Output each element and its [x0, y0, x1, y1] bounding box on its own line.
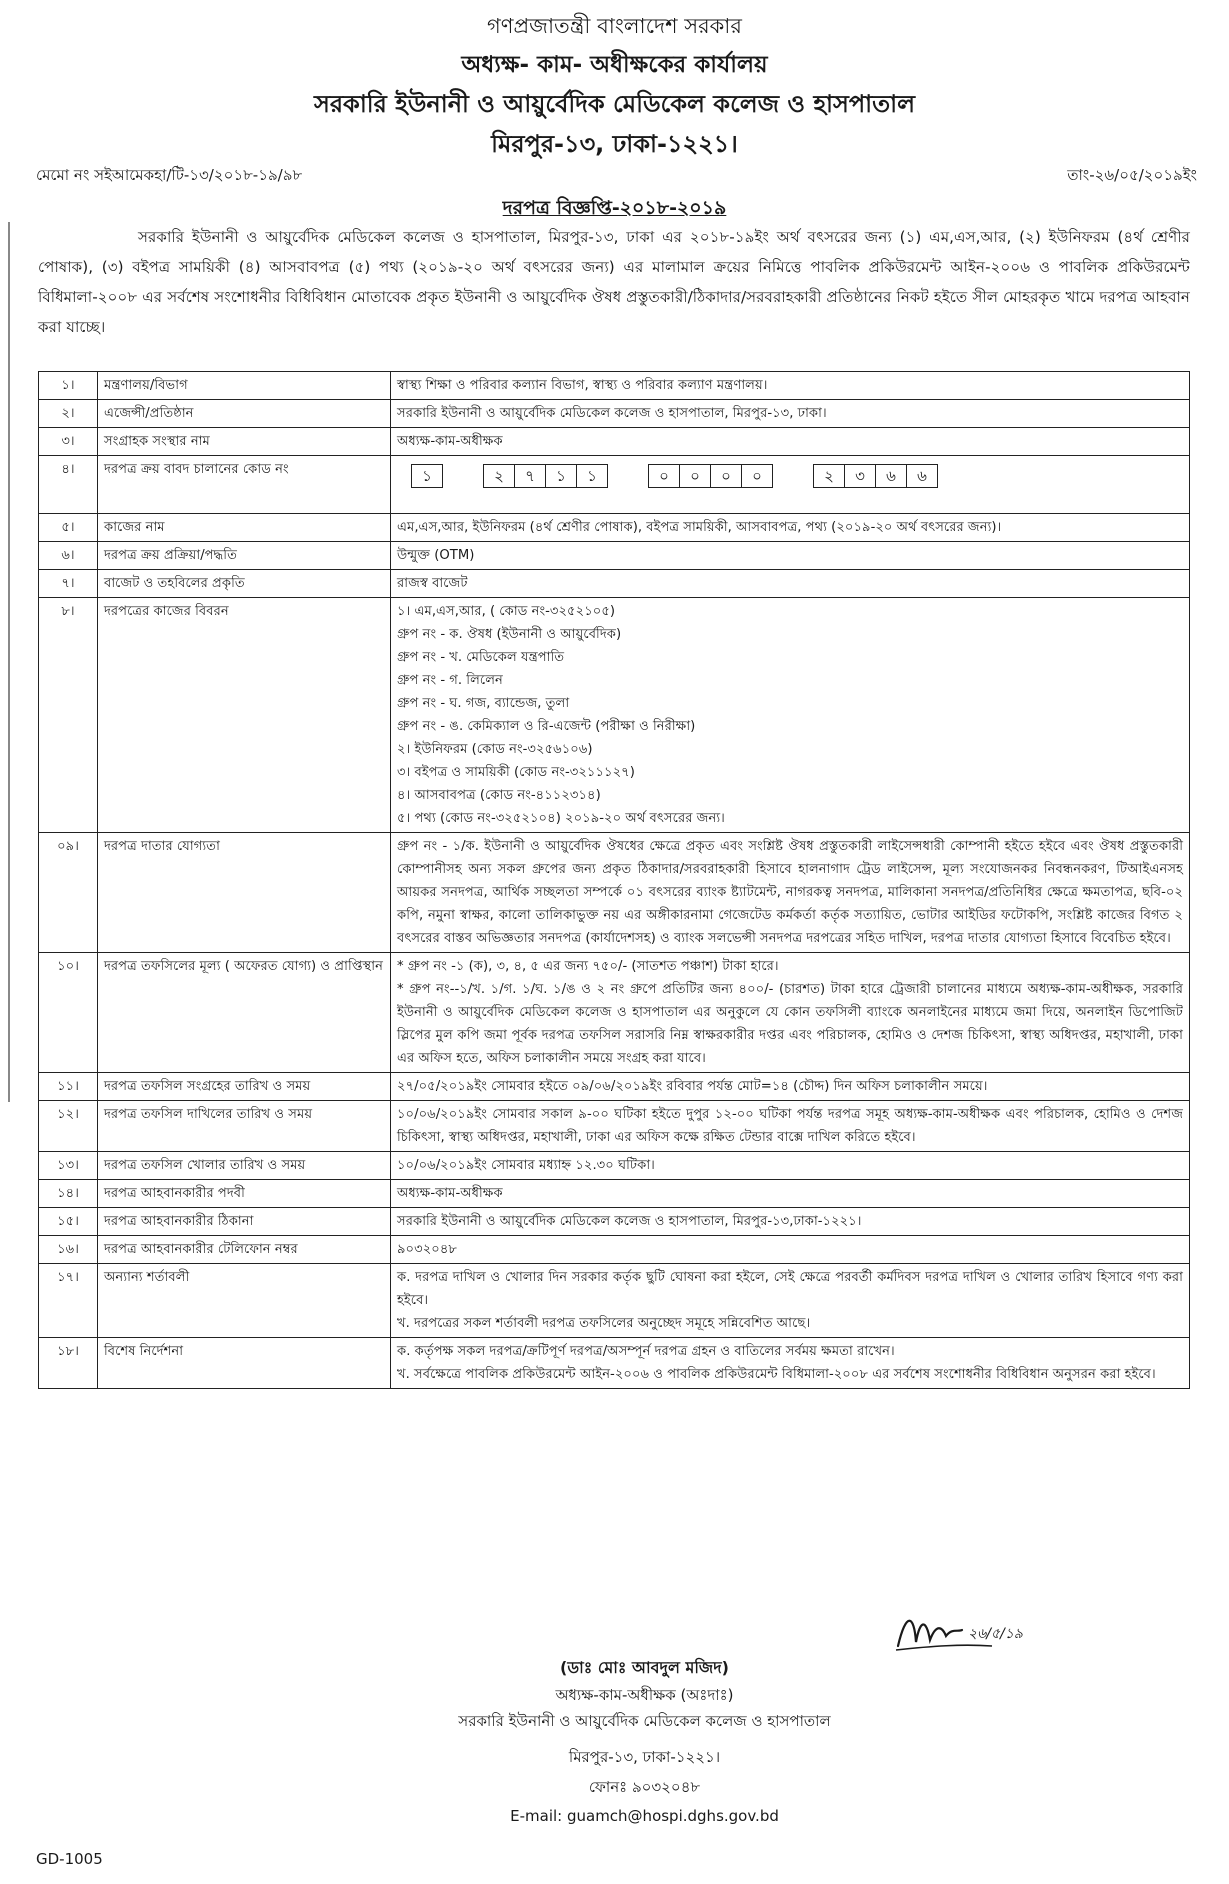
list-item: ২। ইউনিফরম (কোড নং-৩২৫৬১০৬) — [397, 742, 593, 757]
table-row — [39, 953, 1190, 1073]
row-number: ৩। — [39, 428, 98, 456]
signatory-name: (ডাঃ মোঃ আবদুল মজিদ) — [560, 1658, 729, 1677]
row-label: দরপত্র তফসিল খোলার তারিখ ও সময় — [98, 1152, 391, 1180]
institution-address: মিরপুর-১৩, ঢাকা-১২২১। — [491, 130, 738, 158]
signature-date: ২৬/৫/১৯ — [968, 1626, 1023, 1642]
row-number: ১২। — [39, 1101, 98, 1152]
code-group — [813, 464, 938, 488]
row-value: অধ্যক্ষ-কাম-অধীক্ষক — [391, 1180, 1190, 1208]
code-digit: ১ — [411, 464, 443, 488]
row-label: দরপত্র আহবানকারীর ঠিকানা — [98, 1208, 391, 1236]
instruction-line: ক. কর্তৃপক্ষ সকল দরপত্র/ক্রটিপূর্ণ দরপত্র/অসম্পূর্ন দরপত্র গ্রহন ও বাতিলের সর্বময় ক্ষমতা রাখেন। — [397, 1344, 895, 1359]
code-digit: ২ — [483, 464, 514, 488]
table-row — [39, 1180, 1190, 1208]
row-label: বিশেষ নির্দেশনা — [98, 1338, 391, 1389]
tender-details-table — [38, 371, 1190, 1389]
row-value: ২৭/০৫/২০১৯ইং সোমবার হইতে ০৯/০৬/২০১৯ইং রবিবার পর্যন্ত মোট=১৪ (চৌদ্দ) দিন অফিস চলাকালীন সময়ে। — [391, 1073, 1190, 1101]
code-digit: ১ — [576, 464, 608, 488]
table-row — [39, 1338, 1190, 1389]
list-item: ৪। আসবাবপত্র (কোড নং-৪১১২৩১৪) — [397, 788, 601, 803]
row-number: ১০। — [39, 953, 98, 1073]
signatory-org: সরকারি ইউনানী ও আয়ুর্বেদিক মেডিকেল কলেজ ও হাসপাতাল — [458, 1712, 831, 1730]
schedule-price — [391, 953, 1190, 1073]
list-item: ১। এম,এস,আর, ( কোড নং-৩২৫২১০৫) — [397, 604, 616, 619]
row-number: ১৩। — [39, 1152, 98, 1180]
row-number: ১৭। — [39, 1264, 98, 1338]
condition-line: খ. দরপত্রের সকল শর্তাবলী দরপত্র তফসিলের অনুচ্ছেদ সমূহে সন্নিবেশিত আছে। — [397, 1316, 811, 1331]
list-item: গ্রুপ নং - ক. ঔষধ (ইউনানী ও আয়ুর্বেদিক) — [397, 627, 622, 642]
institution-name: সরকারি ইউনানী ও আয়ুর্বেদিক মেডিকেল কলেজ ও হাসপাতাল — [314, 90, 915, 118]
table-row — [39, 428, 1190, 456]
list-item: গ্রুপ নং - ঙ. কেমিক্যাল ও রি-এজেন্ট (পরীক্ষা ও নিরীক্ষা) — [397, 719, 696, 734]
signatory-email: E-mail: guamch@hospi.dghs.gov.bd — [510, 1807, 779, 1825]
price-line: * গ্রুপ নং -১ (ক), ৩, ৪, ৫ এর জন্য ৭৫০/- (সাতশত পঞ্চাশ) টাকা হারে। — [397, 959, 779, 974]
footer-code: GD-1005 — [36, 1850, 103, 1868]
row-number: ১৪। — [39, 1180, 98, 1208]
row-number: ৪। — [39, 456, 98, 514]
intro-paragraph: সরকারি ইউনানী ও আয়ুর্বেদিক মেডিকেল কলেজ ও হাসপাতাল, মিরপুর-১৩, ঢাকা এর ২০১৮-১৯ইং অর্থ বৎসরের জন্য (১) এম,এস,আর, (২) ইউনিফরম (৪র্থ শ্রেণীর পোষাক), (৩) বইপত্র সাময়িকী (৪) আসবাবপত্র (৫) পথ্য (২০১৯-২০ অর্থ বৎসরের জন্য) এর মালামাল ক্রয়ের নিমিত্তে পাবলিক প্রকিউরমেন্ট আইন-২০০৬ ও পাবলিক প্রকিউরমেন্ট বিধিমালা-২০০৮ এর সর্বশেষ সংশোধনীর বিধিবিধান মোতাবেক প্রকৃত ইউনানী ও আয়ুর্বেদিক ঔষধ প্রস্তুতকারী/ঠিকাদার/সরবরাহকারী প্রতিষ্ঠানের নিকট হইতে সীল মোহরকৃত খামে দরপত্র আহবান করা যাচ্ছে। — [38, 228, 1190, 336]
code-number-cell — [391, 456, 1190, 514]
row-label: দরপত্র ক্রয় প্রক্রিয়া/পদ্ধতি — [98, 542, 391, 570]
row-label: দরপত্র আহবানকারীর টেলিফোন নম্বর — [98, 1236, 391, 1264]
row-label: এজেন্সী/প্রতিষ্ঠান — [98, 400, 391, 428]
list-item: ৫। পথ্য (কোড নং-৩২৫২১০৪) ২০১৯-২০ অর্থ বৎসরের জন্য। — [397, 811, 725, 826]
code-digit: ৬ — [906, 464, 938, 488]
code-digit: ০ — [648, 464, 679, 488]
notice-title: দরপত্র বিজ্ঞপ্তি-২০১৮-২০১৯ — [502, 197, 727, 219]
row-value: অধ্যক্ষ-কাম-অধীক্ষক — [391, 428, 1190, 456]
row-value: ৯০৩২০৪৮ — [391, 1236, 1190, 1264]
price-line: * গ্রুপ নং--১/খ. ১/গ. ১/ঘ. ১/ঙ ও ২ নং গ্রুপে প্রতিটির জন্য ৪০০/- (চারশত) টাকা হারে ট্রেজারী চালানের মাধ্যমে অধ্যক্ষ-কাম-অধীক্ষক, সরকারি ইউনানী ও আয়ুর্বেদিক মেডিকেল কলেজ ও হাসপাতাল এর অনুকুলে যে কোন তফসিলী ব্যাংকে অনলাইনের মাধ্যমে জমা দিয়ে, অনলাইন ডিপোজিট স্লিপের মুল কপি জমা পূর্বক দরপত্র তফসিল সরাসরি নিম্ন স্বাক্ষরকারীর দপ্তর এবং পরিচালক, হোমিও ও দেশজ চিকিৎসা, স্বাস্থ্য অধিদপ্তর, মহাখালী, ঢাকা এর অফিস হতে, অফিস চলাকালীন সময়ে সংগ্রহ করা যাবে। — [397, 982, 1183, 1066]
row-number: ১৫। — [39, 1208, 98, 1236]
code-digit: ৬ — [875, 464, 906, 488]
code-digit: ১ — [545, 464, 576, 488]
list-item: গ্রুপ নং - ঘ. গজ, ব্যান্ডেজ, তুলা — [397, 696, 570, 711]
list-item: গ্রুপ নং - গ. লিলেন — [397, 673, 503, 688]
code-digit: ০ — [710, 464, 741, 488]
memo-date: তাং-২৬/০৫/২০১৯ইং — [1067, 166, 1197, 184]
row-value: সরকারি ইউনানী ও আয়ুর্বেদিক মেডিকেল কলেজ ও হাসপাতাল, মিরপুর-১৩,ঢাকা-১২২১। — [391, 1208, 1190, 1236]
row-value: স্বাস্থ্য শিক্ষা ও পরিবার কল্যান বিভাগ, স্বাস্থ্য ও পরিবার কল্যাণ মন্ত্রণালয়। — [391, 372, 1190, 400]
memo-number: মেমো নং সইআমেকহা/টি-১৩/২০১৮-১৯/৯৮ — [36, 166, 303, 184]
special-instructions — [391, 1338, 1190, 1389]
row-value: রাজস্ব বাজেট — [391, 570, 1190, 598]
row-value: উন্মুক্ত (OTM) — [391, 542, 1190, 570]
table-row — [39, 570, 1190, 598]
row-value: ১০/০৬/২০১৯ইং সোমবার মধ্যাহ্ন ১২.৩০ ঘটিকা। — [391, 1152, 1190, 1180]
signatory-phone: ফোনঃ ৯০৩২০৪৮ — [588, 1778, 701, 1796]
work-description — [391, 598, 1190, 833]
office-title: অধ্যক্ষ- কাম- অধীক্ষকের কার্যালয় — [461, 52, 768, 78]
row-value: গ্রুপ নং - ১/ক. ইউনানী ও আয়ুর্বেদিক ঔষধের ক্ষেত্রে প্রকৃত এবং সংশ্লিষ্ট ঔষধ প্রস্তুতকারী লাইসেন্সধারী কোম্পানী হইতে হইবে এবং ঔষধ প্রস্তুতকারী কোম্পানীসহ অন্য সকল গ্রুপের জন্য প্রকৃত ঠিকাদার/সরবরাহকারী হিসাবে হালনাগাদ ট্রেড লাইসেন্স, মূল্য সংযোজনকর নিবন্ধনকরণ, টিআইএনসহ আয়কর সনদপত্র, আর্থিক সচ্ছলতা সম্পর্কে ০১ বৎসরের ব্যাংক ষ্ট্যাটমেন্ট, নাগরকত্ব সনদপত্র, মালিকানা সনদপত্র/প্রতিনিধির ক্ষেত্রে ক্ষমতাপত্র, ছবি-০২ কপি, নমুনা স্বাক্ষর, কালো তালিকাভুক্ত নয় এর অঙ্গীকারনামা গেজেটেড কর্মকর্তা কর্তৃক সত্যায়িত, ভোটার আইডির ফটোকপি, সংশ্লিষ্ট কাজের বিগত ২ বৎসরের বাস্তব অভিজ্ঞতার সনদপত্র (কার্যাদেশসহ) ও ব্যাংক সলভেন্সী সনদপত্র দরপত্রের সহিত দাখিল, দরপত্র দাতার যোগ্যতা হিসাবে বিবেচিত হইবে। — [391, 833, 1190, 953]
table-row — [39, 1073, 1190, 1101]
table-row — [39, 456, 1190, 514]
list-item: ৩। বইপত্র ও সাময়িকী (কোড নং-৩২১১১২৭) — [397, 765, 635, 780]
row-value: এম,এস,আর, ইউনিফরম (৪র্থ শ্রেণীর পোষাক), বইপত্র সাময়িকী, আসবাবপত্র, পথ্য (২০১৯-২০ অর্থ বৎসরের জন্য)। — [391, 514, 1190, 542]
table-row — [39, 1152, 1190, 1180]
row-label: সংগ্রাহক সংস্থার নাম — [98, 428, 391, 456]
table-row — [39, 1236, 1190, 1264]
row-label: দরপত্র তফসিল দাখিলের তারিখ ও সময় — [98, 1101, 391, 1152]
table-row — [39, 1101, 1190, 1152]
table-row — [39, 1208, 1190, 1236]
row-value: সরকারি ইউনানী ও আয়ুর্বেদিক মেডিকেল কলেজ ও হাসপাতাল, মিরপুর-১৩, ঢাকা। — [391, 400, 1190, 428]
gov-title: গণপ্রজাতন্ত্রী বাংলাদেশ সরকার — [487, 14, 742, 38]
signatory-address: মিরপুর-১৩, ঢাকা-১২২১। — [568, 1748, 721, 1766]
table-row — [39, 372, 1190, 400]
row-number: ১৬। — [39, 1236, 98, 1264]
other-conditions — [391, 1264, 1190, 1338]
challan-code-boxes — [411, 464, 1183, 488]
code-group — [483, 464, 608, 488]
code-digit: ২ — [813, 464, 844, 488]
table-row — [39, 833, 1190, 953]
row-number: ২। — [39, 400, 98, 428]
handwritten-signature — [892, 1606, 1042, 1658]
table-row — [39, 400, 1190, 428]
row-label: মন্ত্রণালয়/বিভাগ — [98, 372, 391, 400]
code-group — [411, 464, 443, 488]
row-number: ১১। — [39, 1073, 98, 1101]
row-number: ৭। — [39, 570, 98, 598]
row-number: ০৯। — [39, 833, 98, 953]
code-digit: ০ — [679, 464, 710, 488]
row-label: বাজেট ও তহবিলের প্রকৃতি — [98, 570, 391, 598]
table-row — [39, 598, 1190, 833]
table-row — [39, 514, 1190, 542]
row-label: দরপত্রের কাজের বিবরন — [98, 598, 391, 833]
signatory-title: অধ্যক্ষ-কাম-অধীক্ষক (অঃদাঃ) — [555, 1686, 734, 1704]
row-number: ৫। — [39, 514, 98, 542]
row-label: দরপত্র আহবানকারীর পদবী — [98, 1180, 391, 1208]
table-row — [39, 1264, 1190, 1338]
condition-line: ক. দরপত্র দাখিল ও খোলার দিন সরকার কর্তৃক ছুটি ঘোষনা করা হইলে, সেই ক্ষেত্রে পরবর্তী কর্মদিবস দরপত্র দাখিল ও খোলার তারিখ হিসাবে গণ্য করা হইবে। — [397, 1270, 1183, 1308]
row-label: দরপত্র তফসিলের মূল্য ( অফেরত যোগ্য) ও প্রাপ্তিস্থান — [98, 953, 391, 1073]
code-digit: ০ — [741, 464, 773, 488]
table-row — [39, 542, 1190, 570]
row-label: দরপত্র দাতার যোগ্যতা — [98, 833, 391, 953]
code-digit: ৭ — [514, 464, 545, 488]
code-group — [648, 464, 773, 488]
code-digit: ৩ — [844, 464, 875, 488]
list-item: গ্রুপ নং - খ. মেডিকেল যন্ত্রপাতি — [397, 650, 565, 665]
row-label: দরপত্র তফসিল সংগ্রহের তারিখ ও সময় — [98, 1073, 391, 1101]
row-number: ১। — [39, 372, 98, 400]
row-label: দরপত্র ক্রয় বাবদ চালানের কোড নং — [98, 456, 391, 514]
row-label: কাজের নাম — [98, 514, 391, 542]
row-label: অন্যান্য শর্তাবলী — [98, 1264, 391, 1338]
instruction-line: খ. সর্বক্ষেত্রে পাবলিক প্রকিউরমেন্ট আইন-২০০৬ ও পাবলিক প্রকিউরমেন্ট বিধিমালা-২০০৮ এর সর্বশেষ সংশোধনীর বিধিবিধান অনুসরন করা হইবে। — [397, 1367, 1156, 1382]
row-value: ১০/০৬/২০১৯ইং সোমবার সকাল ৯-০০ ঘটিকা হইতে দুপুর ১২-০০ ঘটিকা পর্যন্ত দরপত্র সমূহ অধ্যক্ষ-কাম-অধীক্ষক এবং পরিচালক, হোমিও ও দেশজ চিকিৎসা, স্বাস্থ্য অধিদপ্তর, মহাখালী, ঢাকা এর অফিস কক্ষে রক্ষিত টেন্ডার বাক্সে দাখিল করিতে হইবে। — [391, 1101, 1190, 1152]
scan-edge-line — [8, 222, 10, 1102]
row-number: ৬। — [39, 542, 98, 570]
row-number: ৮। — [39, 598, 98, 833]
row-number: ১৮। — [39, 1338, 98, 1389]
